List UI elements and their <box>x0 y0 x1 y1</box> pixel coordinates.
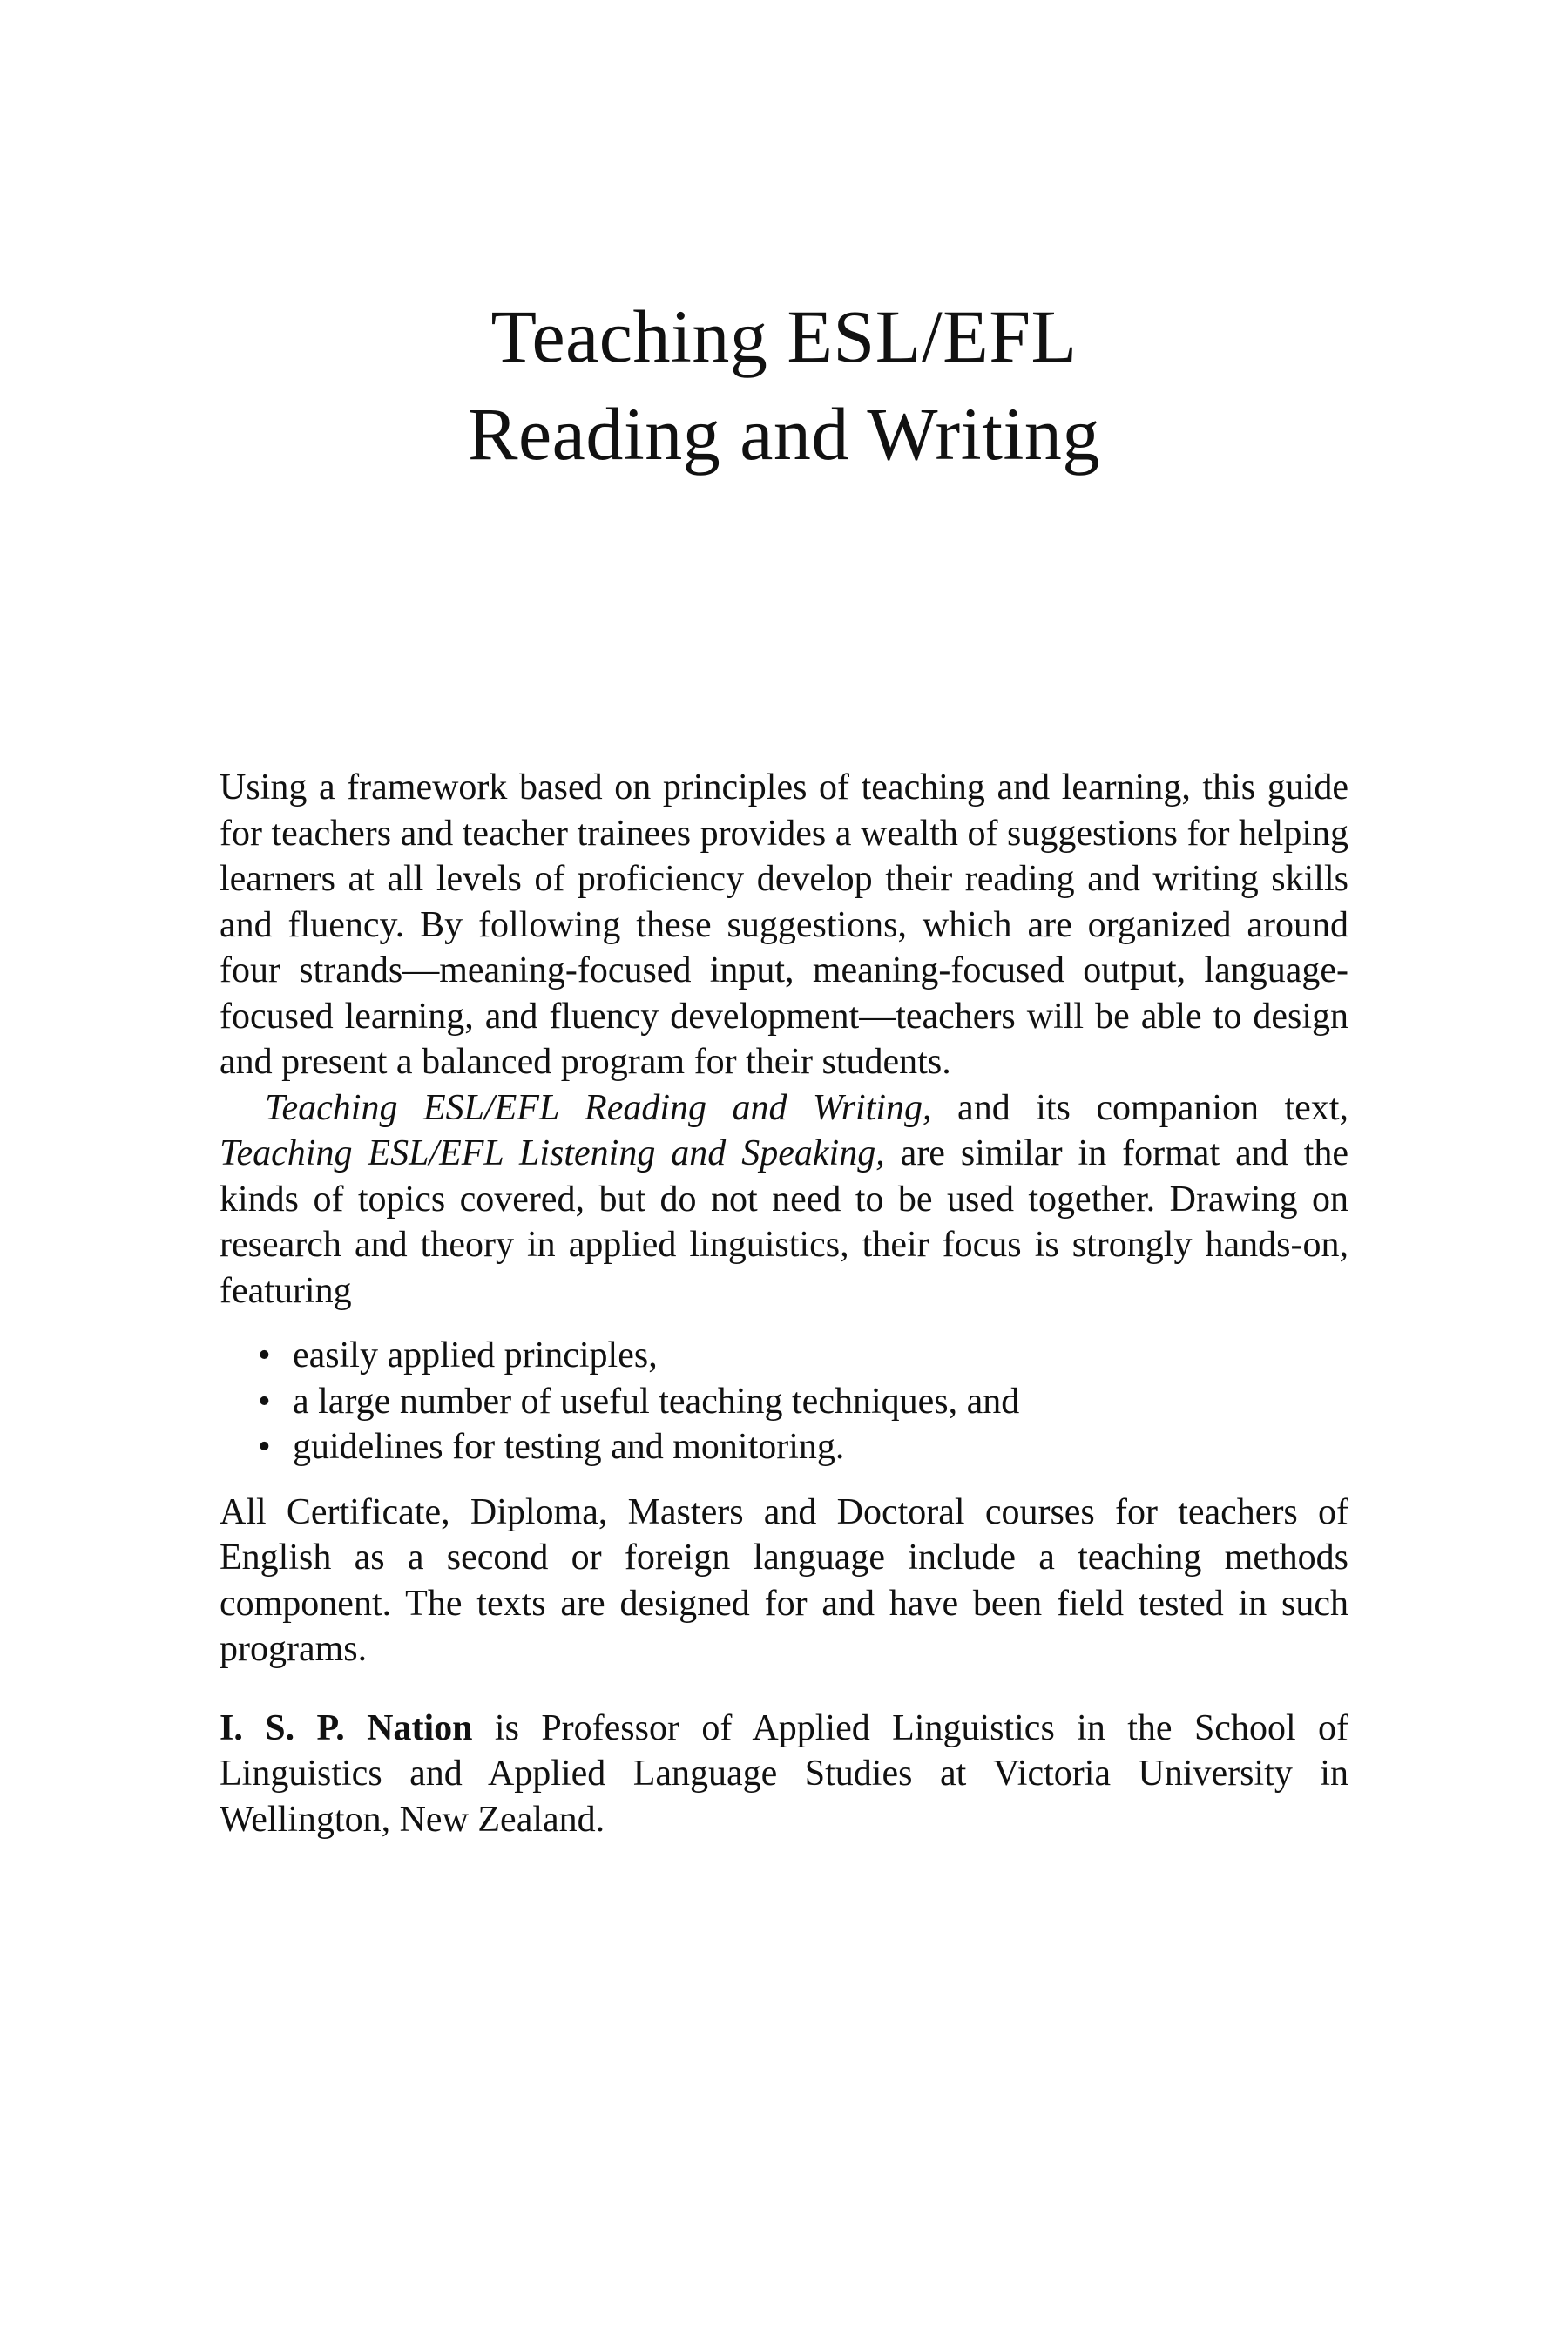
companion-text-b: are similar in format and the kinds of topics covered, but do not need to be used together. Drawing on research and theory in applied linguistics, their focus is strongly hands-on, featuring <box>220 1133 1348 1311</box>
author-bio: is Professor of Applied Linguistics in the School of Linguistics and Applied Language Studies at Victoria University in Wellington, New Zealand. <box>220 1707 1348 1840</box>
author-name: I. S. P. Nation <box>220 1707 473 1748</box>
companion-paragraph <box>220 1085 1348 1315</box>
features-list <box>220 1333 1348 1470</box>
title-listening-speaking: Teaching ESL/EFL Listening and Speaking, <box>220 1133 885 1173</box>
book-description <box>220 765 1348 1842</box>
list-item <box>258 1379 1348 1425</box>
book-title-line-1: Teaching ESL/EFL <box>490 294 1078 378</box>
bullet-icon: • <box>258 1335 271 1375</box>
book-title-line-2: Reading and Writing <box>468 392 1100 476</box>
intro-paragraph: Using a framework based on principles of teaching and learning, this guide for teachers and teacher trainees provides a wealth of suggestions for helping learners at all levels of proficiency develop their reading and writing skills and fluency. By following these suggestions, which are organized around four strands—meaning-focused input, meaning-focused output, language-focused learning, and fluency development—teachers will be able to design and present a balanced program for their students. <box>220 767 1348 1082</box>
list-item <box>258 1333 1348 1379</box>
courses-paragraph: All Certificate, Diploma, Masters and Doctoral courses for teachers of English as a second or foreign language include a teaching methods component. The texts are designed for and have been field tested in such programs. <box>220 1491 1348 1669</box>
bullet-icon: • <box>258 1381 271 1422</box>
title-reading-writing: Teaching ESL/EFL Reading and Writing, <box>265 1087 932 1128</box>
paragraph-spacer <box>220 1673 1348 1706</box>
list-item <box>258 1424 1348 1470</box>
list-item-text: easily applied principles, <box>293 1335 658 1375</box>
bullet-icon: • <box>258 1427 271 1467</box>
list-item-text: a large number of useful teaching techniques, and <box>293 1381 1020 1422</box>
companion-text-a: and its companion text, <box>931 1087 1348 1128</box>
list-item-text: guidelines for testing and monitoring. <box>293 1427 845 1467</box>
author-paragraph <box>220 1706 1348 1843</box>
book-title <box>0 287 1568 483</box>
